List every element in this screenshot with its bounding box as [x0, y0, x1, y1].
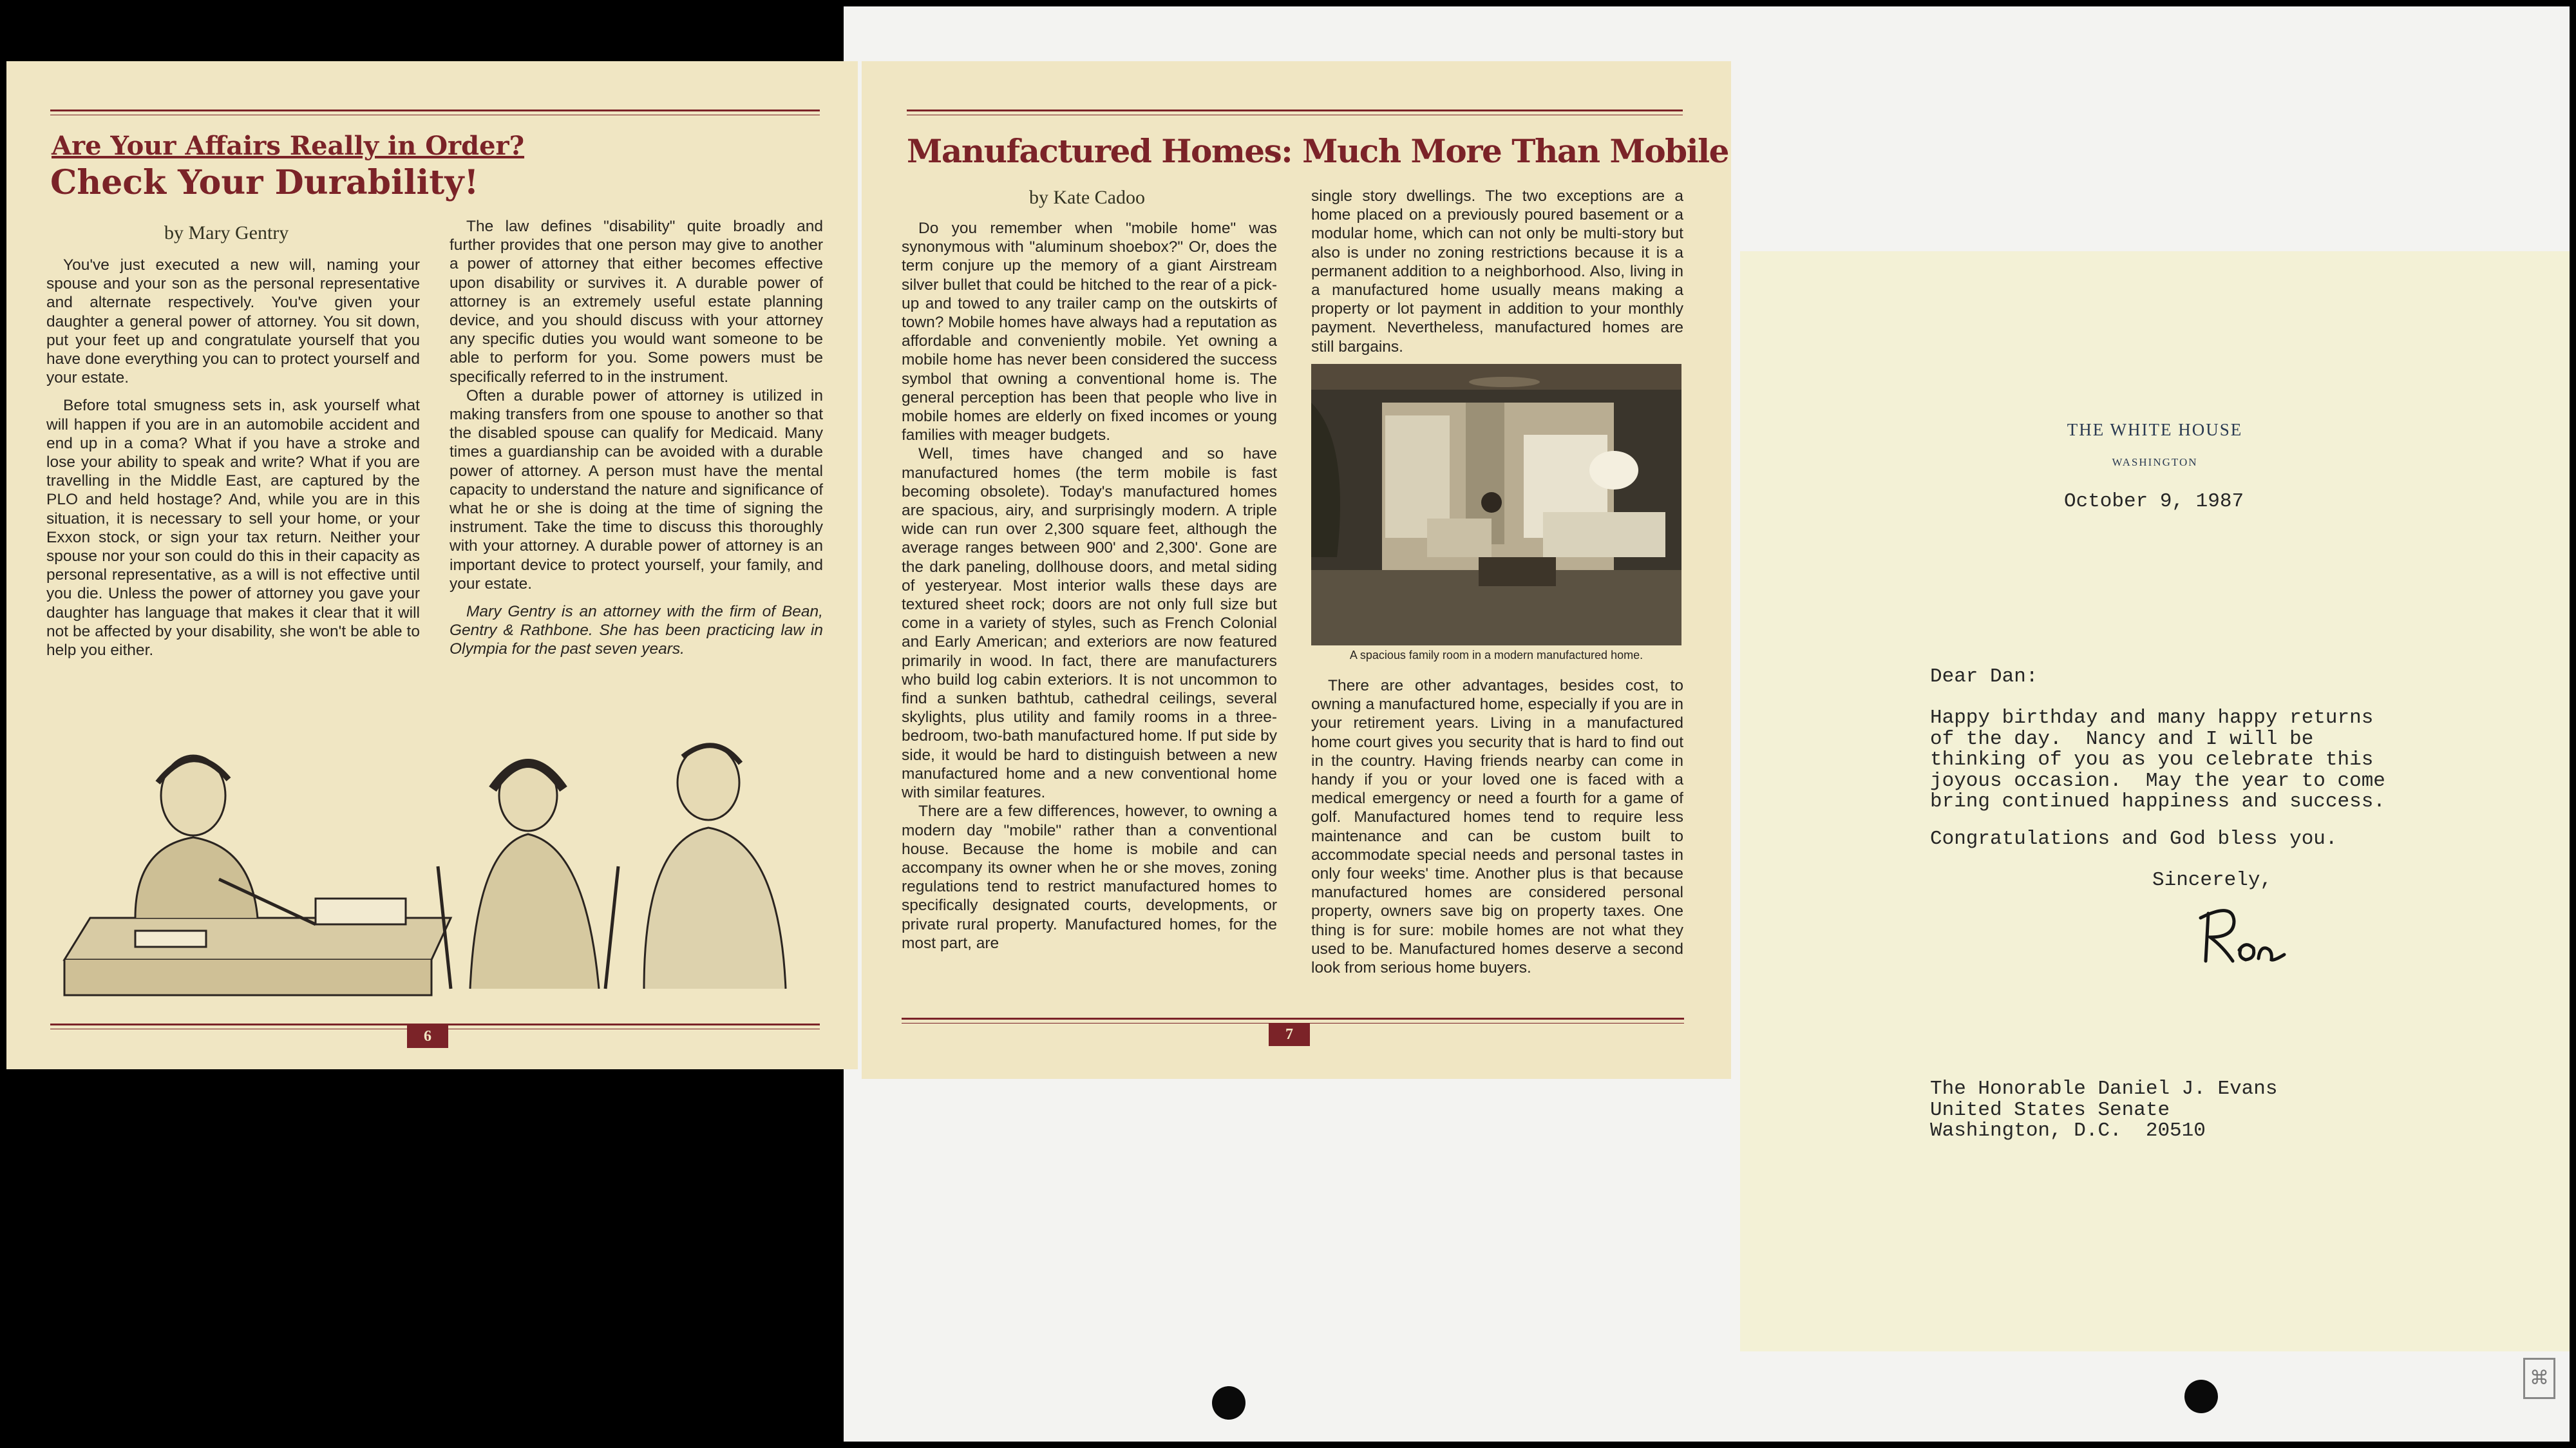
article-column-1: [46, 256, 420, 660]
punch-hole: [1212, 1386, 1245, 1420]
newsletter-page-left: [6, 61, 858, 1069]
page-number: 6: [407, 1025, 448, 1048]
white-house-letter: [1740, 251, 2570, 1351]
article-column-2-top: [1311, 187, 1683, 356]
consultation-illustration: [39, 705, 824, 1002]
newsletter-page-right: [862, 61, 1731, 1079]
photo-caption: A spacious family room in a modern manufactured home.: [1349, 649, 1643, 662]
article-column-2: [450, 217, 823, 659]
paragraph: There are a few differences, however, to owning a modern day "mobile" rather than a conventional house. Because the home is mobile and can accompany its owner when he or she moves, zoning regulations tend to restrict manufactured homes to specifically designated courts, developments, or private rural property. Manufactured homes, for the most part, are: [902, 803, 1277, 952]
body-line: Happy birthday and many happy returns: [1930, 707, 2374, 729]
paragraph: The law defines "disability" quite broadly and further provides that one person may give to another a power of attorney that either becomes effective upon disability or survives it. A durable power of attorney is an extremely useful estate planning device, and you should discuss with your attorney any specific duties you would want someone to be able to perform for you. Some powers must be specifically referred to in the instrument.: [450, 218, 823, 386]
article-column-2-bottom: [1311, 676, 1683, 977]
body-line: thinking of you as you celebrate this: [1930, 748, 2374, 771]
signature: [2194, 902, 2291, 969]
letterhead: THE WHITE HOUSE: [2067, 420, 2243, 439]
paragraph: Before total smugness sets in, ask yourself what will happen if you are in an automobile accident and end up in a coma? What if you have a stroke and lose your ability to speak and write? What if you are travelling in the Middle East, are captured by the PLO and held hostage? And, while you are in this situation, it is necessary to sell your home, or your Exxon stock, or sign your tax return. Neither your spouse nor your son could do this in their capacity as personal representative, as a will is not effective until you die. Unless the power of attorney you gave your daughter has language that makes it clear that it will not be affected by your disability, she won't be able to help you either.: [46, 397, 420, 660]
paragraph: Do you remember when "mobile home" was synonymous with "aluminum shoebox?" Or, does the term conjure up the memory of a giant Airstream silver bullet that could be hitched to the rear of a pick-up and towed to any trailer camp on the outskirts of town? Mobile homes have always had a reputation as affordable and conveniently mobile. Yet owning a mobile home has never been considered the success symbol that owning a conventional home is. The general perception has been that people who live in mobile homes are elderly on fixed incomes or young families with meager budgets.: [902, 220, 1277, 444]
family-room-photo: [1311, 364, 1681, 645]
article-byline: by Kate Cadoo: [1029, 187, 1145, 208]
author-note: Mary Gentry is an attorney with the firm of Bean, Gentry & Rathbone. She has been practicing law in Olympia for the past seven years.: [450, 603, 823, 658]
punch-hole: [2184, 1380, 2218, 1413]
article-column-1: [902, 219, 1277, 953]
body-line: of the day. Nancy and I will be: [1930, 727, 2314, 750]
body-line: joyous occasion. May the year to come: [1930, 769, 2385, 792]
salutation: Dear Dan:: [1930, 665, 2038, 688]
address-line: Washington, D.C. 20510: [1930, 1119, 2206, 1142]
paragraph: You've just executed a new will, naming your spouse and your son as the personal representative and alternate respectively. You've given your daughter a general power of attorney. You sit down, put your feet up and congratulate yourself that you have done everything you can to protect yourself and your estate.: [46, 256, 420, 387]
address-line: United States Senate: [1930, 1098, 2170, 1121]
page-number: 7: [1269, 1023, 1310, 1046]
paragraph: There are other advantages, besides cost, to owning a manufactured home, especially if you are in your retirement years. Living in a manufactured home court gives you security that is hard to find out in the country. Having friends nearby can come in handy if you or your loved one is faced with a medical emergency or need a fourth for a game of golf. Manufactured homes tend to require less maintenance and can be custom built to accommodate special needs and personal tastes in only four weeks' time. Another plus is that because manufactured homes are considered personal property, owners save big on property taxes. One thing is for sure: mobile homes are not what they used to be. Manufactured homes deserve a second look from serious home buyers.: [1311, 677, 1683, 977]
paragraph: single story dwellings. The two exceptions are a home placed on a previously poured basement or a modular home, which can not only be multi-story but also is under no zoning restrictions because it is a permanent addition to a neighborhood. Also, living in a manufactured home usually means making a property or lot payment in addition to your monthly payment. Nevertheless, manufactured homes are still bargains.: [1311, 187, 1683, 356]
letterhead-sub: WASHINGTON: [2112, 456, 2198, 468]
article-title: Check Your Durability!: [50, 163, 479, 202]
archive-stamp-icon: ⌘: [2523, 1358, 2555, 1399]
article-byline: by Mary Gentry: [164, 222, 289, 243]
letter-date: October 9, 1987: [2064, 490, 2244, 513]
recipient-address: [1930, 1079, 2278, 1142]
body-line: bring continued happiness and success.: [1930, 790, 2385, 813]
article-kicker: Are Your Affairs Really in Order?: [52, 131, 525, 161]
article-title: Manufactured Homes: Much More Than Mobile: [907, 132, 1728, 170]
paragraph: Well, times have changed and so have manufactured homes (the term mobile is fast becoming obsolete). Today's manufactured homes are spacious, airy, and surprisingly modern. A triple wide can run over 2,300 square feet, although the average ranges between 900' and 2,300'. Gone are the dark paneling, dollhouse doors, and metal siding of yesteryear. Most interior walls these days are textured sheet rock; doors are not only full size but come in a variety of styles, such as French Colonial and Early American; and exteriors are now featured primarily in wood. In fact, there are manufacturers who build log cabin exteriors. It is not uncommon to find a sunken bathtub, cathedral ceilings, several skylights, plus utility and family rooms in a three-bedroom, two-bath manufactured home. If put side by side, it would be hard to distinguish between a new manufactured home and a new conventional home with similar features.: [902, 445, 1277, 802]
valediction: Sincerely,: [2152, 869, 2273, 891]
letter-body: [1930, 708, 2385, 813]
address-line: The Honorable Daniel J. Evans: [1930, 1078, 2278, 1100]
closing-line: Congratulations and God bless you.: [1930, 828, 2338, 850]
paragraph: Often a durable power of attorney is utilized in making transfers from one spouse to another so that the disabled spouse can qualify for Medicaid. Many times a guardianship can be avoided with a durable power of attorney. A person must have the mental capacity to understand the nature and significance of what he or she is doing at the time of signing the instrument. Take the time to discuss this thoroughly with your attorney. A durable power of attorney is an important device to protect yourself, your family, and your estate.: [450, 386, 823, 593]
